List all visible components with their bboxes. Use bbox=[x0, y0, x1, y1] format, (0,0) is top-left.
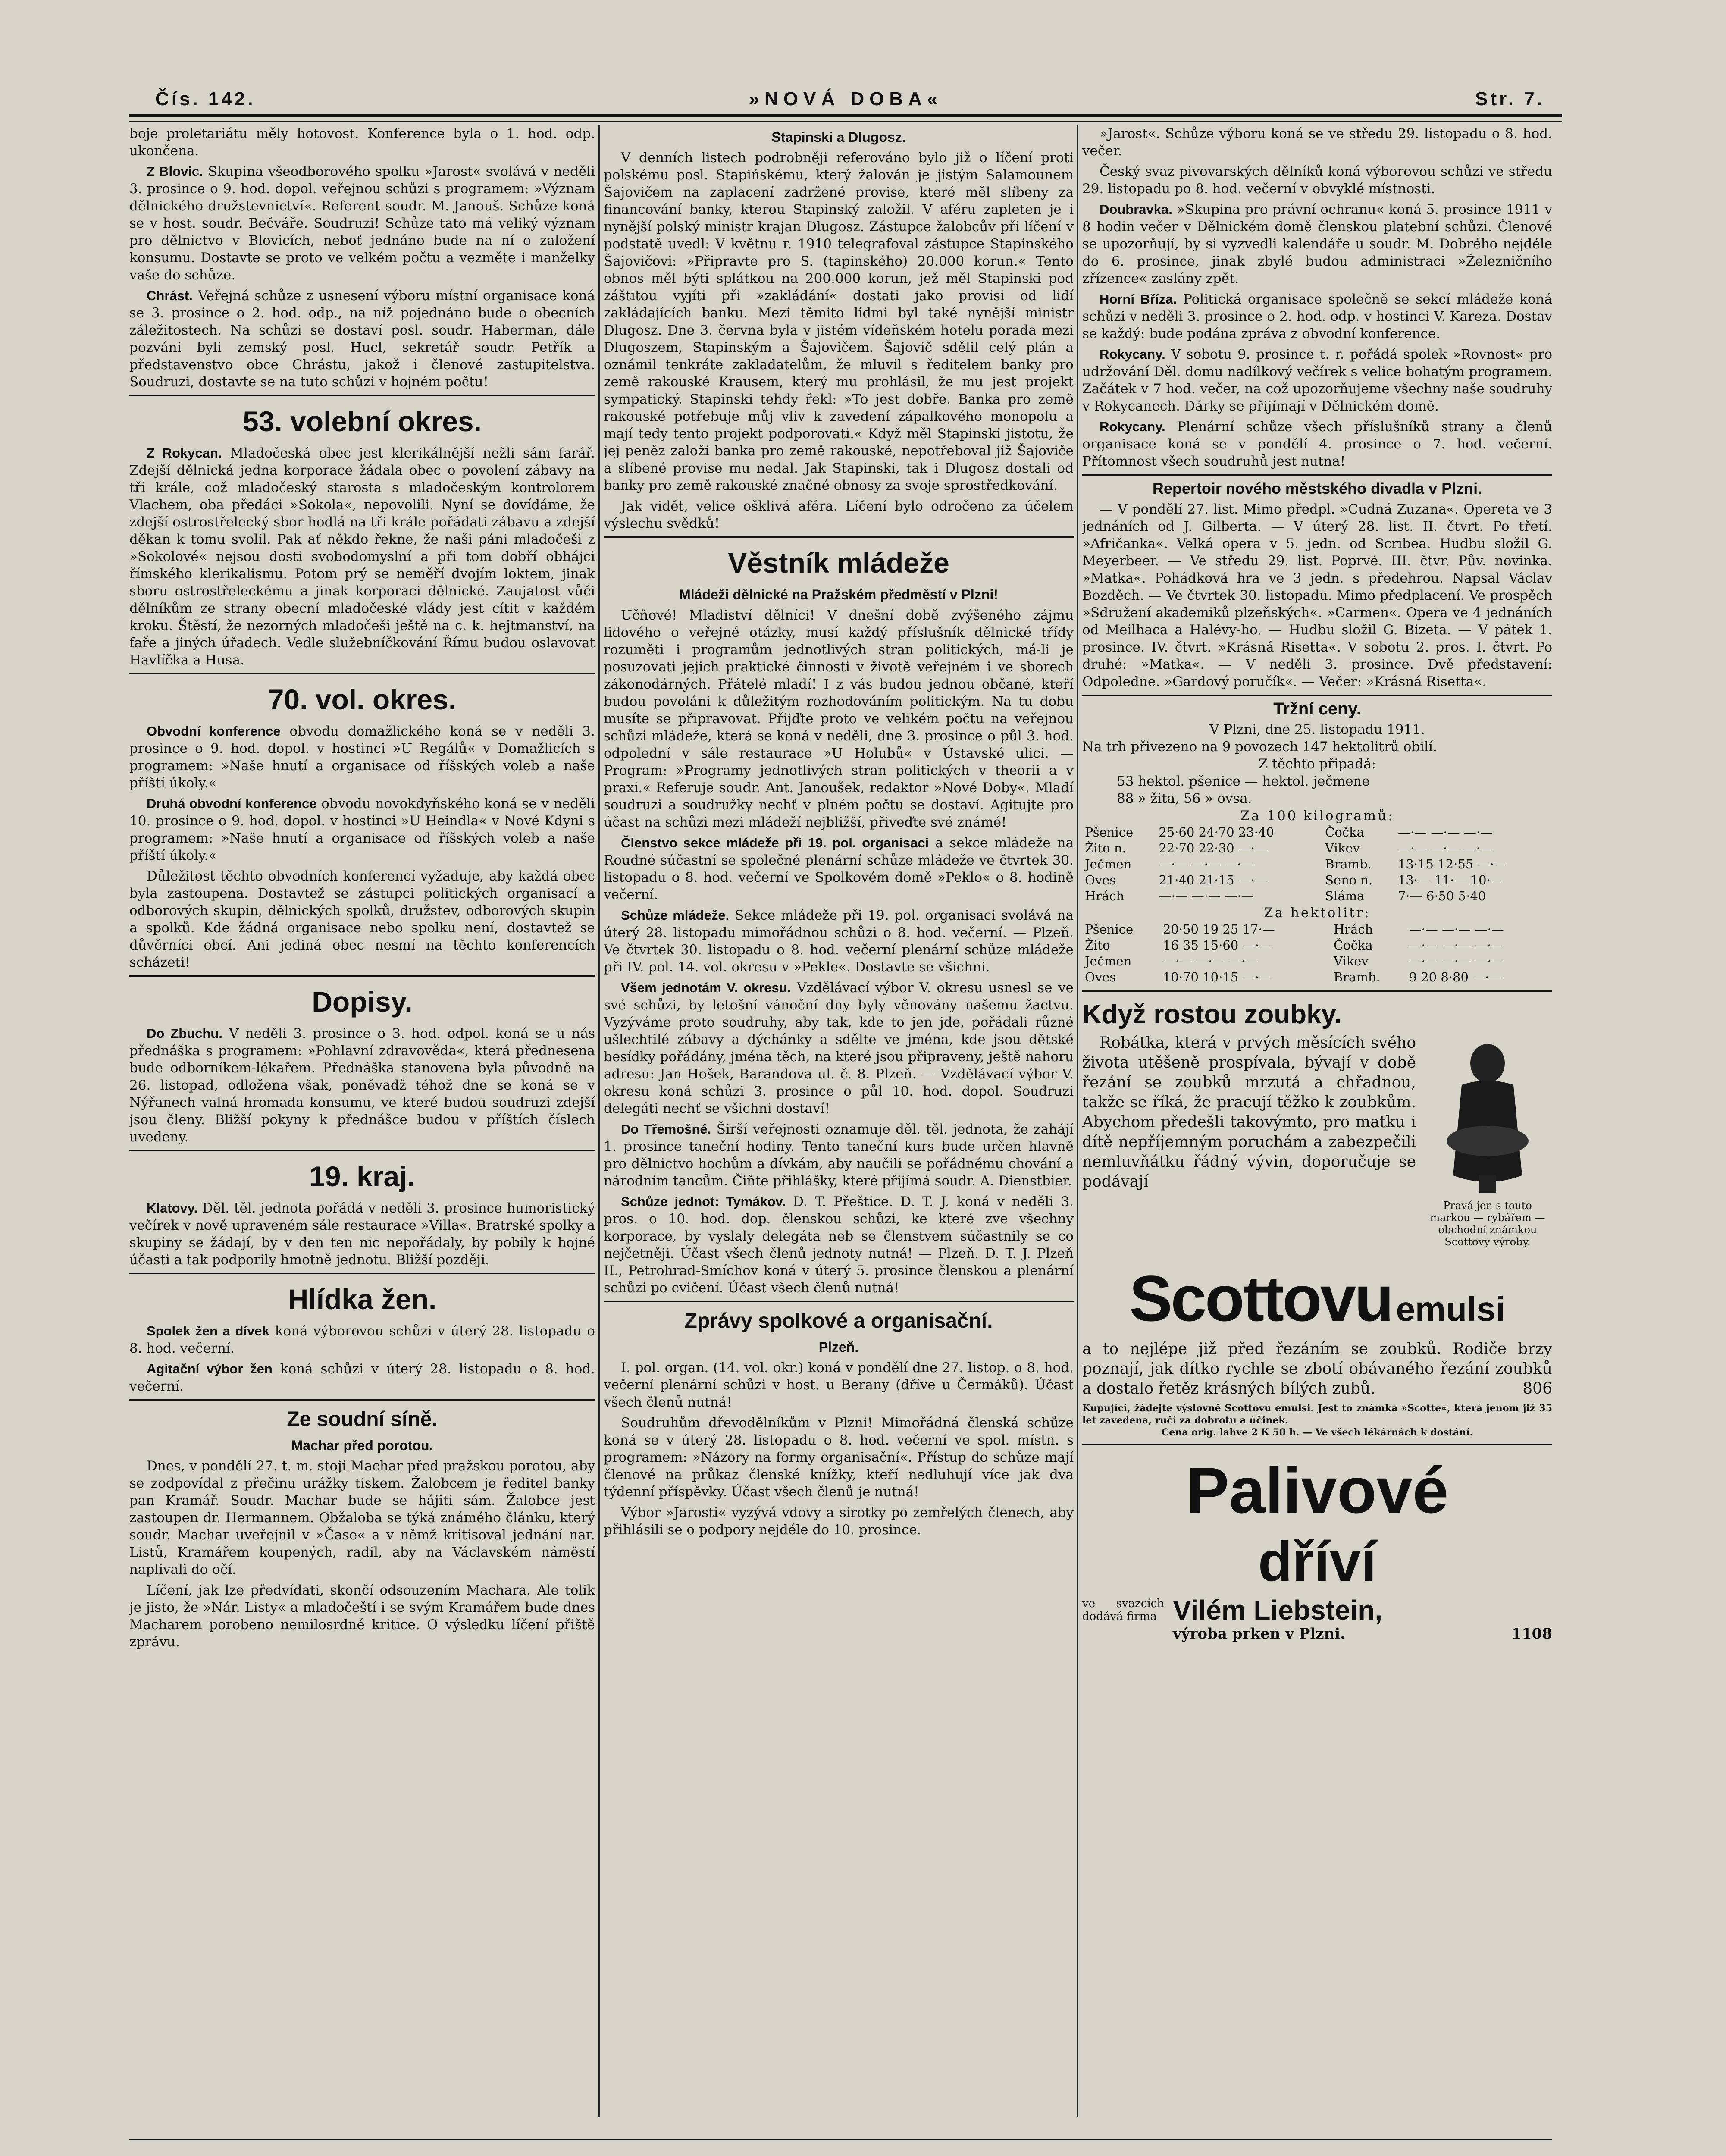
article-horni-briza bbox=[1082, 291, 1552, 342]
commodity-name: Hrách bbox=[1333, 922, 1373, 937]
article-text: obvodu novokdyňského koná se v neděli 10. prosince o 9. hod. dopol. v hostinci »U Heindla« v Nové Kdyni s programem: »Naše hnutí a organisace od říšských voleb a naše příští úkoly.« bbox=[129, 796, 595, 863]
commodity-name: Čočka bbox=[1325, 825, 1364, 840]
market-subtitle: Za hektolitr: bbox=[1264, 905, 1371, 921]
article-tymakov bbox=[604, 1193, 1074, 1297]
article-text: — V pondělí 27. list. Mimo předpl. »Cudná Zuzana«. Opereta ve 3 jednáních od J. Gilberta. — V úterý 28. list. II. čtvrt. Po třetí. »Afričanka«. Velká opera v 5. jedn. od Scribea. Hudbu složil G. Meyerbeer. — Ve středu 29. list. Poprvé. III. čtvr. Pův. novinka. »Matka«. Pohádková hra ve 3 jedn. s předehrou. Napsal Václav Bozděch. — Ve čtvrtek 30. listopadu. Mimo předplacení. Ve prospěch »Sdružení akademiků plzeňských«. »Carmen«. Opera ve 4 jednáních od Meilhaca a Halévy-ho. — Hudbu složil G. Bizeta. — V pátek 1. prosince. IV. čtvrt. »Krásná Risetta«. V sobotu 2. pros. I. čtvrt. Po druhé: »Matka«. — V neděli 3. prosince. Dvě představení: Odpoledne. »Gardový poručík«. — Večer: »Krásná Risetta«. bbox=[1082, 501, 1552, 689]
section-heading: Věstník mládeže bbox=[728, 547, 949, 579]
price-row bbox=[1082, 840, 1552, 856]
section-divider bbox=[129, 395, 595, 396]
commodity-prices: —·— —·— —·— bbox=[1162, 954, 1258, 968]
section-divider bbox=[129, 1150, 595, 1151]
article-text: obvodu domažlického koná se v neděli 3. prosince o 9. hod. dopol. v hostinci »U Regálů« v Domažlicích s programem: »Naše hnutí a organisace od říšských voleb a naše příští úkoly.« bbox=[129, 724, 595, 791]
advert-figure bbox=[1423, 1033, 1552, 1257]
advert-body: a to nejlépe již před řezáním se zoubků. Rodiče brzy poznají, jak dítko rychle se zbotí obávaného řezání zoubků a dostalo řetěz krásných bílých zubů. bbox=[1082, 1340, 1552, 1398]
section-divider bbox=[1082, 695, 1552, 696]
advert-title-2: dříví bbox=[1258, 1530, 1377, 1593]
price-row bbox=[1082, 888, 1552, 904]
advert-brand-product: emulsi bbox=[1396, 1290, 1505, 1328]
article-text: Vzdělávací výbor V. okresu usnesl se ve své schůzi, by letošní vánoční dny byly věnovány našemu žactvu. Vyzýváme proto soudruhy, aby tak, kde to jen jde, pořádali různé ušlechtilé zábavy a dýchánky a sdělte ve jména, kde jsou dětské besídky pořádány, jména těch, na které jsou připraveny, ještě nahoru adresu: Jan Hošek, Barandova ul. č. 8. Plzeň. — Vzdělávací výbor V. okresu koná schůzi 3. prosince o půl 10. hod. dopol. Soudruzi delegáti nechť se všichni dostaví! bbox=[604, 980, 1074, 1116]
article-rokycany bbox=[1082, 346, 1552, 415]
article-text: V sobotu 9. prosince t. r. pořádá spolek »Rovnost« pro udržování Děl. domu nadílkový večírek s velice bohatým programem. Začátek v 7 hod. večer, na což upozorňujeme všechny naše soudruhy v Rokycanech. Dárky se přijímají v Dělnickém domě. bbox=[1082, 347, 1552, 414]
price-table-hectolitre bbox=[1082, 921, 1552, 985]
commodity-prices: 25·60 24·70 23·40 bbox=[1159, 825, 1274, 840]
commodity-prices: —·— —·— —·— bbox=[1409, 938, 1504, 953]
article-keyword: Z Blovic. bbox=[147, 164, 203, 179]
column-3 bbox=[1082, 125, 1552, 2130]
section-divider bbox=[1082, 474, 1552, 476]
article-keyword: Členstvo sekce mládeže při 19. pol. organisaci bbox=[621, 835, 929, 850]
article-text: boje proletariátu měly hotovost. Konference byla o 1. hod. odp. ukončena. bbox=[129, 126, 595, 159]
commodity-prices: —·— —·— —·— bbox=[1409, 922, 1504, 937]
commodity-prices: 20·50 19 25 17·— bbox=[1162, 922, 1275, 937]
article-keyword: Agitační výbor žen bbox=[147, 1361, 273, 1376]
market-text: Na trh přivezeno na 9 povozech 147 hektolitrů obilí. bbox=[1082, 739, 1437, 755]
article-rokycany bbox=[129, 445, 595, 669]
price-row bbox=[1082, 953, 1552, 969]
price-table-100kg bbox=[1082, 824, 1552, 904]
price-row bbox=[1082, 937, 1552, 953]
bottom-banner bbox=[129, 2139, 1552, 2156]
article-text: »Skupina pro právní ochranu« koná 5. prosince 1911 v 8 hodin večer v Dělnickém domě členskou platební schůzi. Členové se upozorňují, by si vyzvedli kalendáře u soudr. M. Dobrého nejdéle do 6. prosince, jinak zbylé budou administraci »Železničního zřízence« zaslány zpět. bbox=[1082, 202, 1552, 286]
advert-text bbox=[1082, 1339, 1552, 1399]
article-text: Učňové! Mladiství dělníci! V dnešní době zvýšeného zájmu lidového o veřejné otázky, musí každý příslušník dělnické třídy rozuměti i programům jednotlivých stran politických, má-li je posuzovati jejich praktické činnosti v životě veřejném i ve sborech zákonodárných. Přátelé mladí! I z vás budou jednou občané, kteří budou povoláni k důležitým rozhodováním politickým. Na tu dobu musíte se připravovat. Přijďte proto ve velikém počtu na veřejnou schůzi mládeže, která se koná v neděli, dne 3. prosince o půl 3. hod. odpolední v sále restaurace »U Holubů« v Ústavské ulici. — Program: »Programy jednotlivých stran politických v theorii a v praxi.« Referuje soudr. Ant. Janoušek, redaktor »Nové Doby«. Mladí soudruzi a soudružky nechť v plném počtu se dostaví. Agitujte pro účast na schůzi mezi mládeží nejbližší, přiveďte své známé! bbox=[604, 608, 1074, 830]
commodity-name: Čočka bbox=[1333, 938, 1373, 953]
article-text: Výbor »Jarosti« vyzývá vdovy a sirotky po zemřelých členech, aby přihlásili se o podpory nejdéle do 10. prosince. bbox=[604, 1505, 1074, 1538]
commodity-prices: 10·70 10·15 —·— bbox=[1162, 970, 1272, 984]
commodity-prices: 9 20 8·80 —·— bbox=[1409, 970, 1502, 984]
section-divider bbox=[604, 536, 1074, 538]
commodity-name: Bramb. bbox=[1333, 970, 1380, 984]
article-keyword: Schůze mládeže. bbox=[621, 908, 730, 923]
section-heading: 19. kraj. bbox=[309, 1160, 415, 1192]
section-divider bbox=[604, 1301, 1074, 1302]
article-zbuch bbox=[129, 1025, 595, 1146]
article-schuze bbox=[604, 907, 1074, 976]
commodity-name: Oves bbox=[1085, 873, 1116, 887]
market-date: V Plzni, dne 25. listopadu 1911. bbox=[1209, 722, 1425, 737]
article-keyword: Schůze jednot: Tymákov. bbox=[621, 1194, 786, 1209]
commodity-prices: —·— —·— —·— bbox=[1397, 825, 1493, 840]
article-text: Veřejná schůze z usnesení výboru místní organisace koná se 3. prosince o 2. hod. odp., na níž pojednáno bude o obecních záležitostech. Na schůzi se dostaví posl. soudr. Haberman, dále pozváni byli zemský posl. Hucl, sekretář soudr. Petřík a představenstvo obce Chrástu, jakož i členové zastupitelstva. Soudruzi, dostavte se na tuto schůzi v hojném počtu! bbox=[129, 288, 595, 390]
advert-title: Palivové bbox=[1186, 1454, 1449, 1526]
article-doubravka bbox=[1082, 201, 1552, 287]
article-text: Mladočeská obec jest klerikálnější nežli sám farář. Zdejší dělnická jedna korporace žádala obec o povolení zábavy na tři krále, což mladočeský starosta s mladočeským kontrolorem Vlachem, oba předáci »Sokola«, nepovolili. Nyní se dovídáme, že zdejší ostrostřelecký sbor hodlá na tři krále pořádati zábavu a zdejší děkan k tomu svolil. Pak ať někdo řekne, že naši páni mladočeši z »Sokolové« nejsou dosti svobodomyslní a při tom dobří obhájci římského klerikalismu. Potom prý se neměří dvojím loktem, jinak sboru ostrostřeleckému a jinak korporaci dělnické. Zaujatost vůči dělníkům ze strany obecní mladočeské vlády jest cítit v každém kroku. Štěstí, že nezorných mladočeši ještě na c. k. hejtmanství, na faře a jiných úřadech. Vedle služebníčkování Římu budou oslavovat Havlíčka a Husa. bbox=[129, 445, 595, 668]
article-keyword: Spolek žen a dívek bbox=[147, 1323, 269, 1338]
commodity-name: Seno n. bbox=[1325, 873, 1373, 887]
article-text: Důležitost těchto obvodních konferencí vyžaduje, aby každá obec byla zastoupena. Dostavtež se zástupci politických organisací a odborových skupin, dělnických spolků, družstev, odborových skupin a spolků. Kde žádná organisace nebo spolku není, dostavtež se důvěrníci obcí. Ani jediná obec nesmí na těchto konferencích scházeti! bbox=[129, 868, 595, 970]
commodity-name: Bramb. bbox=[1325, 857, 1372, 871]
commodity-name: Ječmen bbox=[1085, 954, 1132, 968]
market-subtitle: Za 100 kilogramů: bbox=[1240, 808, 1394, 824]
advert-number: 1108 bbox=[1511, 1625, 1552, 1642]
article-chrast bbox=[129, 287, 595, 391]
advert-firm bbox=[1082, 1595, 1552, 1625]
commodity-prices: 13·— 11·— 10·— bbox=[1397, 873, 1503, 887]
commodity-name: Pšenice bbox=[1085, 825, 1134, 840]
advert-note: ve svazcích dodává firma bbox=[1082, 1597, 1164, 1623]
market-row: 53 hektol. pšenice — hektol. ječmene bbox=[1117, 774, 1370, 789]
article-text: Politická organisace společně se sekcí mládeže koná schůzi v neděli 3. prosince o 2. hod. odp. v hostinci V. Kareza. Dostav se každý: bude podána zpráva z obvodní konference. bbox=[1082, 291, 1552, 342]
article-keyword: Všem jednotám V. okresu. bbox=[621, 980, 791, 995]
market-subtitle: Z těchto připadá: bbox=[1258, 756, 1376, 772]
price-row bbox=[1082, 856, 1552, 872]
commodity-name: Hrách bbox=[1085, 889, 1125, 903]
article-text: Dnes, v pondělí 27. t. m. stojí Machar před pražskou porotou, aby se zodpovídal z přečinu urážky tiskem. Žalobcem je ředitel banky pan Kramář. Soudr. Machar bude se hájiti sám. Žalobce jest zastoupen dr. Hermannem. Obžaloba se týká známého článku, který soudr. Machar uveřejnil v »Čase« a v němž kritisoval jednání nar. Listů, Kramářem koupených, radil, aby na Václavském náměstí naplivali do očí. bbox=[129, 1458, 595, 1577]
commodity-name: Ječmen bbox=[1085, 857, 1132, 871]
article-blovice bbox=[129, 163, 595, 284]
market-row: 88 » žita, 56 » ovsa. bbox=[1117, 791, 1252, 806]
commodity-name: Žito bbox=[1085, 938, 1110, 953]
advert-price: Cena orig. lahve 2 K 50 h. — Ve všech lékárnách k dostání. bbox=[1161, 1427, 1473, 1438]
commodity-name: Vikev bbox=[1333, 954, 1369, 968]
issue-number: Čís. 142. bbox=[155, 88, 256, 110]
advert-firm-name: Vilém Liebstein, bbox=[1173, 1595, 1383, 1626]
section-heading: Ze soudní síně. bbox=[287, 1408, 438, 1431]
header-rule bbox=[129, 114, 1562, 122]
advert-fineprint: Kupující, žádejte výslovně Scottovu emulsi. Jest to známka »Scotte«, která jenom již 35 let zavedena, ručí za dobrotu a účinek. bbox=[1082, 1403, 1552, 1426]
column-2 bbox=[604, 125, 1074, 2130]
article-text: »Jarost«. Schůze výboru koná se ve středu 29. listopadu o 8. hod. večer. bbox=[1082, 126, 1552, 159]
article-keyword: Chrást. bbox=[147, 288, 193, 303]
commodity-prices: —·— —·— —·— bbox=[1397, 841, 1493, 856]
figure-caption: Pravá jen s touto markou — rybářem — obchodní známkou Scottovy výroby. bbox=[1430, 1200, 1545, 1248]
section-divider bbox=[129, 1399, 595, 1401]
section-heading: Hlídka žen. bbox=[288, 1283, 437, 1315]
article-keyword: Druhá obvodní konference bbox=[147, 796, 317, 811]
commodity-name: Vikev bbox=[1325, 841, 1360, 856]
article-agitacni bbox=[129, 1360, 595, 1395]
commodity-prices: 7·— 6·50 5·40 bbox=[1397, 889, 1486, 903]
article-keyword: Klatovy. bbox=[147, 1200, 198, 1216]
price-row bbox=[1082, 969, 1552, 985]
commodity-name: Oves bbox=[1085, 970, 1116, 984]
section-heading: Zprávy spolkové a organisační. bbox=[684, 1310, 993, 1332]
advert-brand bbox=[1082, 1262, 1552, 1335]
commodity-prices: 16 35 15·60 —·— bbox=[1162, 938, 1272, 953]
article-text: Český svaz pivovarských dělníků koná výborovou schůzi ve středu 29. listopadu po 8. hod. večerní v obvyklé místnosti. bbox=[1082, 164, 1552, 197]
article-text: Skupina všeodborového spolku »Jarost« svolává v neděli 3. prosince o 9. hod. dopol. veřejnou schůzi s programem: »Význam dělnického družstevnictví«. Referent soudr. M. Janouš. Schůze koná se v host. soudr. Bečváře. Soudruzi! Schůze tato má veliký význam pro dělnictvo v Blovicích, neboť jednáno bude na ní o založení konsumu. Dostavte se proto ve velkém počtu a vezměte i manželky vaše do schůze. bbox=[129, 164, 595, 283]
article-keyword: Rokycany. bbox=[1100, 419, 1165, 434]
article-rokycany-2 bbox=[1082, 418, 1552, 470]
section-divider bbox=[129, 975, 595, 977]
page-number: Str. 7. bbox=[1475, 88, 1545, 110]
masthead-title: »NOVÁ DOBA« bbox=[749, 88, 943, 110]
commodity-name: Sláma bbox=[1325, 889, 1365, 903]
article-keyword: Doubravka. bbox=[1100, 202, 1172, 217]
article-druha bbox=[129, 795, 595, 864]
article-keyword: Horní Bříza. bbox=[1100, 291, 1177, 307]
commodity-prices: —·— —·— —·— bbox=[1409, 954, 1504, 968]
article-text: Sekce mládeže při 19. pol. organisaci svolává na úterý 28. listopadu mimořádnou schůzi o 8. hod. večerní. — Plzeň. Ve čtvrtek 30. listopadu o 8. hod. večerní plenární schůze mládeže při IV. pol. 14. vol. okresu v »Pekle«. Dostavte se všichni. bbox=[604, 908, 1074, 975]
column-divider bbox=[598, 125, 600, 2117]
column-divider bbox=[1077, 125, 1078, 2117]
section-heading: Repertoir nového městského divadla v Plzni. bbox=[1152, 479, 1482, 497]
commodity-name: Žito n. bbox=[1085, 841, 1126, 856]
price-row bbox=[1082, 872, 1552, 888]
column-1 bbox=[129, 125, 595, 2130]
advert-title: Když rostou zoubky. bbox=[1082, 1000, 1342, 1029]
article-tremosna bbox=[604, 1121, 1074, 1190]
article-keyword: Z Rokycan. bbox=[147, 445, 222, 461]
article-spolek bbox=[129, 1322, 595, 1357]
article-klatovy bbox=[129, 1200, 595, 1269]
commodity-prices: —·— —·— —·— bbox=[1159, 889, 1254, 903]
article-text: Plenární schůze všech příslušníků strany a členů organisace koná se v pondělí 4. prosince o 7. hod. večerní. Přítomnost všech soudruhů jest nutna! bbox=[1082, 419, 1552, 469]
article-keyword: Do Třemošné. bbox=[621, 1122, 711, 1137]
article-obvodni bbox=[129, 723, 595, 792]
advert-firm-sub: výroba prken v Plzni. bbox=[1173, 1625, 1346, 1642]
commodity-prices: 13·15 12·55 —·— bbox=[1397, 857, 1507, 871]
article-text: koná schůzi v úterý 28. listopadu o 8. hod. večerní. bbox=[129, 1361, 595, 1394]
price-row bbox=[1082, 824, 1552, 840]
article-text: Soudruhům dřevodělníkům v Plzni! Mimořádná členská schůze koná se v úterý 28. listopadu o 8. hod. večerní ve spol. místn. s programem: »Názory na formy organisační«. Přístup do schůze mají členové na průkaz členské knížky, kteří nedluhují více jak dva týdenní příspěvky. Účast všech členů je nutná! bbox=[604, 1415, 1074, 1500]
advert-scott bbox=[1082, 990, 1552, 1438]
article-text: a sekce mládeže na Roudné súčastní se společné plenární schůze mládeže ve čtvrtek 30. listopadu o 8. hod. večerní ve Spolkovém domě »Peklo« o 8. hodině večerní. bbox=[604, 835, 1074, 903]
article-text: V denních listech podrobněji referováno bylo již o líčení proti polskému posl. Stapińskému, který žalován je jistým Salamounem Šajovičem na zaplacení zadržené provise, které měl slíbeny za financování banky, kterou Stapinský založil. V aféru zapleten je i nynější polský ministr krajan Dlugosz. Zástupce žalobcův při líčení v podstatě uvedl: V květnu r. 1910 telegrafoval zástupce Stapinského Šajovičovi: »Připravte pro S. (tapinského) 20.000 korun.« Tento obnos měl býti splátkou na 200.000 korun, jež měl Stapinski pod záštitou vyjíti při »zakládání« dostati jako provisi od lidí zakládajících banku. Mezi těmito lidmi byl také nynější ministr Dlugosz. Dne 3. června byla v jistém vídeňském hotelu porada mezi Dlugoszem, Stapinským a Šajovičem. Šajovič sdělil celý plán a oznámil tenkráte zakladatelům, že mluvil s ředitelem banky pro země rakouské Krausem, který mu prohlásil, že mu jest projekt sympatický. Stapinski tehdy řekl: »To jest dobře. Banka pro země rakouské potřebuje můj vliv k zavedení zápalkového monopolu a mají tedy tento projekt podporovati.« Když měl Stapinski jistotu, že jej peněz založí banka pro země rakouské, nepotřeboval již Šajoviče a slíbené provise mu nedal. Jak Stapinski, tak i Dlugosz dostali od banky pro země rakouské značné obnosy za svoje sprostředkování. bbox=[604, 150, 1074, 493]
article-keyword: Obvodní konference bbox=[147, 724, 281, 739]
article-text: Širší veřejnosti oznamuje děl. těl. jednota, že zahájí 1. prosince taneční hodiny. Tento taneční kurs bude určen hlavně pro dělnictvo hochům a dívkám, aby naučili se pořádnému chování a národním tancům. Čiňte přihlášky, které přijímá soudr. A. Dienstbier. bbox=[604, 1122, 1074, 1189]
advert-footer bbox=[1082, 1625, 1552, 1642]
advert-text: Robátka, která v prvých měsících svého života utěšeně prospívala, bývají v době řezání se zoubků mrzutá a chřadnou, takže se říká, že pracují těžko k zoubkům. Abychom předešli takovýmto, pro matku i dítě nepříjemným poruchám a zabezpečili nemluvňátku řádný vývin, doporučuje se podávají bbox=[1082, 1034, 1416, 1191]
advert-brand-name: Scottovu bbox=[1129, 1262, 1392, 1335]
article-text: koná výborovou schůzi v úterý 28. listopadu o 8. hod. večerní. bbox=[129, 1323, 595, 1356]
article-text: Děl. těl. jednota pořádá v neděli 3. prosince humoristický večírek v nově upraveném sále restaurace »Villa«. Bratrské spolky a skupiny se žádají, by v den ten nic nepořádaly, by pobily k hojné účasti a tak podporily hmotně jednotu. Bližší později. bbox=[129, 1200, 595, 1268]
page-header bbox=[129, 88, 1562, 110]
fisherman-trademark-icon bbox=[1432, 1033, 1544, 1197]
article-vsem bbox=[604, 979, 1074, 1117]
article-clenstvo bbox=[604, 834, 1074, 903]
advert-palivo bbox=[1082, 1444, 1552, 1642]
section-divider bbox=[129, 1273, 595, 1274]
commodity-prices: 22·70 22·30 —·— bbox=[1159, 841, 1268, 856]
article-text: D. T. Přeštice. D. T. J. koná v neděli 3. pros. o 10. hod. dop. členskou schůzi, ke které zve všechny korporace, by vyslaly delegáta neb se členstvem súčastnily se co nejčetněji. Účast všech členů jednoty nutná! — Plzeň. D. T. J. Plzeň II., Petrohrad-Smíchov koná v úterý 5. prosince členskou a plenární schůzi po cvičení. Účast všech členů nutná! bbox=[604, 1194, 1074, 1296]
article-text: I. pol. organ. (14. vol. okr.) koná v pondělí dne 27. listop. o 8. hod. večerní plenární schůzi v host. u Berany (dříve u Čermáků). Účast všech členů nutná! bbox=[604, 1360, 1074, 1410]
article-keyword: Rokycany. bbox=[1100, 347, 1165, 362]
subheading: Plzeň. bbox=[818, 1339, 859, 1355]
article-text: Líčení, jak lze předvídati, skončí odsouzením Machara. Ale tolik je jisto, že »Nár. Listy« a mladočeští i se svým Kramářem bude dnes Macharem porobeno nemilosrdné kritice. O výsledku líčení přiště zprávu. bbox=[129, 1583, 595, 1650]
section-heading: 70. vol. okres. bbox=[268, 683, 457, 715]
commodity-prices: 21·40 21·15 —·— bbox=[1159, 873, 1268, 887]
price-row bbox=[1082, 921, 1552, 937]
section-divider bbox=[129, 673, 595, 674]
section-heading: Stapinski a Dlugosz. bbox=[771, 129, 906, 145]
subheading: Mládeži dělnické na Pražském předměstí v Plzni! bbox=[679, 587, 998, 602]
section-heading: 53. volební okres. bbox=[243, 405, 482, 437]
article-text: V neděli 3. prosince o 3. hod. odpol. koná se u nás přednáška s programem: »Pohlavní zdravověda«, která přednesena bude odborníkem-lékařem. Přednáška stanovena byla původně na 26. listopad, odložena však, poněvadž téhož dne se koná se v Nýřanech valná hromada konsumu, ve které budou soudruzi zdejší jsou členy. Bližší pokyny k přednášce budou v příštích číslech uvedeny. bbox=[129, 1026, 595, 1145]
commodity-name: Pšenice bbox=[1085, 922, 1134, 937]
advert-number: 806 bbox=[1522, 1380, 1552, 1398]
article-keyword: Do Zbuchu. bbox=[147, 1026, 222, 1041]
article-text: Jak vidět, velice ošklivá aféra. Líčení bylo odročeno za účelem výslechu svědků! bbox=[604, 498, 1074, 531]
section-heading: Tržní ceny. bbox=[1273, 699, 1361, 718]
section-heading: Dopisy. bbox=[312, 986, 413, 1018]
subheading: Machar před porotou. bbox=[291, 1438, 433, 1453]
commodity-prices: —·— —·— —·— bbox=[1159, 857, 1254, 871]
